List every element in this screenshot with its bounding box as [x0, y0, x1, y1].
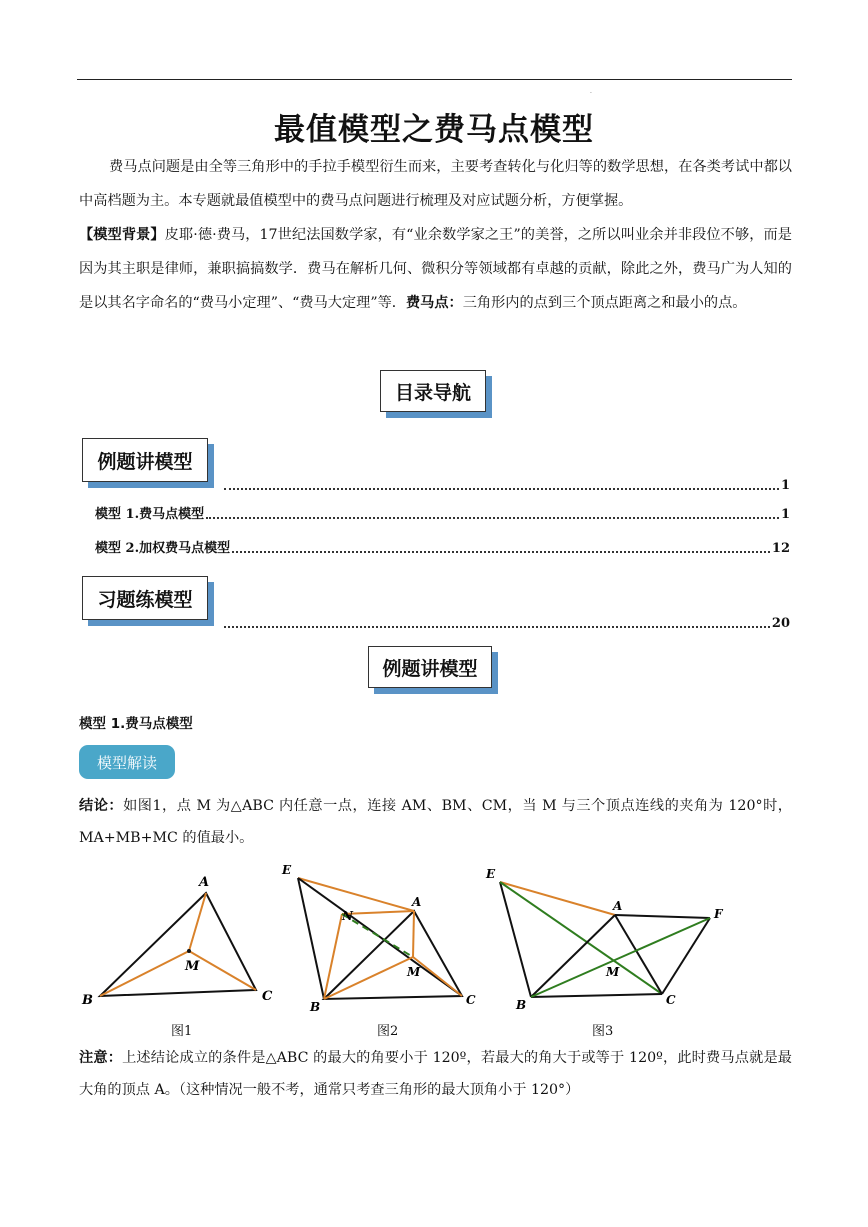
fig2-line-nb: [324, 914, 342, 999]
figure-1: [76, 866, 286, 1011]
fig3-label-f: F: [714, 907, 723, 921]
background-paragraph: [79, 218, 792, 320]
header-rule: [77, 79, 792, 80]
toc-leader: [206, 517, 779, 519]
toc-entry-model1[interactable]: [95, 503, 790, 522]
figure-2: [276, 858, 488, 1018]
model-heading: 模型 1.费马点模型: [79, 716, 193, 732]
fig2-label-n: N: [342, 909, 353, 923]
fig3-label-e: E: [486, 867, 496, 881]
toc-entry-model2[interactable]: [95, 537, 790, 556]
conclusion-paragraph: [79, 790, 792, 854]
background-label: 【模型背景】: [79, 227, 165, 243]
figure-3: [482, 862, 732, 1017]
toc-entry-section2[interactable]: [222, 616, 790, 631]
fig2-line-ec: [298, 878, 462, 996]
fig1-line-bm: [100, 951, 189, 996]
fig3-label-c: C: [666, 993, 676, 1007]
fig2-label-m: M: [407, 965, 421, 979]
fig2-label-e: E: [282, 863, 292, 877]
toc-section2-label: 习题练模型: [97, 588, 193, 611]
fermat-point-def: 三角形内的点到三个顶点距离之和最小的点。: [462, 295, 747, 311]
fig3-label-b: B: [516, 998, 527, 1012]
figure-3-caption: 图3: [592, 1024, 614, 1039]
fig2-line-eb: [298, 878, 324, 999]
toc-label: 模型 1.费马点模型: [95, 507, 205, 522]
fig1-point-m: [187, 949, 191, 953]
nav-title-box: [380, 370, 486, 412]
fig2-line-bm: [324, 957, 413, 999]
toc-entry-section1[interactable]: [222, 478, 790, 493]
section-title-box: [368, 646, 492, 688]
fig2-label-a: A: [412, 895, 422, 909]
toc-page: 1: [780, 478, 790, 493]
fig2-line-ea: [298, 878, 414, 911]
toc-section1-label: 例题讲模型: [97, 450, 193, 473]
toc-leader: [232, 551, 770, 553]
toc-page: 20: [771, 616, 790, 631]
page-title: 最值模型之费马点模型: [274, 112, 594, 148]
fig2-label-c: C: [466, 993, 476, 1007]
toc-section2-box[interactable]: [82, 576, 208, 620]
fig1-label-b: B: [82, 993, 93, 1008]
toc-section1-box[interactable]: [82, 438, 208, 482]
fig1-label-c: C: [262, 989, 273, 1004]
fig1-label-m: M: [185, 959, 200, 974]
fig3-line-ab: [531, 915, 615, 997]
fig3-line-bf: [531, 918, 710, 997]
fig3-line-ec: [500, 882, 662, 994]
fig1-label-a: A: [199, 875, 210, 890]
figure-2-caption: 图2: [377, 1024, 399, 1039]
toc-leader: [224, 626, 770, 628]
intro-paragraph: 费马点问题是由全等三角形中的手拉手模型衍生而来，主要考查转化与化归等的数学思想，在各类考试中都以中高档题为主。本专题就最值模型中的费马点问题进行梳理及对应试题分析，方便掌握。: [79, 159, 792, 209]
background-text: 皮耶·德·费马，17世纪法国数学家，有“业余数学家之王”的美誉，之所以叫业余并非段位不够，而是因为其主职是律师，兼职搞搞数学．费马在解析几何、微积分等领域都有卓越的贡献，除此之外，费马广为人知的是以其名字命名的“费马小定理”、“费马大定理”等．: [79, 227, 792, 311]
note-label: 注意：: [79, 1050, 123, 1066]
fermat-point-label: 费马点：: [405, 295, 463, 311]
note-paragraph: [79, 1042, 792, 1106]
header-dot: .: [590, 88, 592, 95]
toc-page: 1: [780, 507, 790, 522]
fig3-label-a: A: [613, 899, 623, 913]
section-title: 例题讲模型: [382, 657, 478, 680]
fig2-label-b: B: [310, 1000, 321, 1014]
note-text: 上述结论成立的条件是△ABC 的最大的角要小于 120º，若最大的角大于或等于 120º，此时费马点就是最大角的顶点 A。（这种情况一般不考，通常只考查三角形的最大顶角小于 120°）: [79, 1050, 792, 1098]
fig2-line-am: [413, 911, 414, 957]
fig3-line-ac: [615, 915, 662, 994]
fig3-line-af: [615, 915, 710, 918]
fig2-line-mc: [413, 957, 462, 996]
model-reading-pill: 模型解读: [79, 745, 175, 779]
fig2-triangle: [324, 911, 462, 999]
toc-leader: [224, 488, 779, 490]
fig1-triangle: [100, 893, 256, 996]
figure-1-caption: 图1: [171, 1024, 193, 1039]
fig3-label-m: M: [606, 965, 620, 979]
conclusion-text: 如图1，点 M 为△ABC 内任意一点，连接 AM、BM、CM，当 M 与三个顶点连线的夹角为 120°时，MA+MB+MC 的值最小。: [79, 798, 792, 846]
nav-title: 目录导航: [394, 381, 471, 404]
fig3-line-ea: [500, 882, 615, 915]
fig3-line-bc: [531, 994, 662, 997]
toc-label: 模型 2.加权费马点模型: [95, 541, 231, 556]
conclusion-label: 结论：: [79, 798, 124, 814]
toc-page: 12: [771, 541, 790, 556]
